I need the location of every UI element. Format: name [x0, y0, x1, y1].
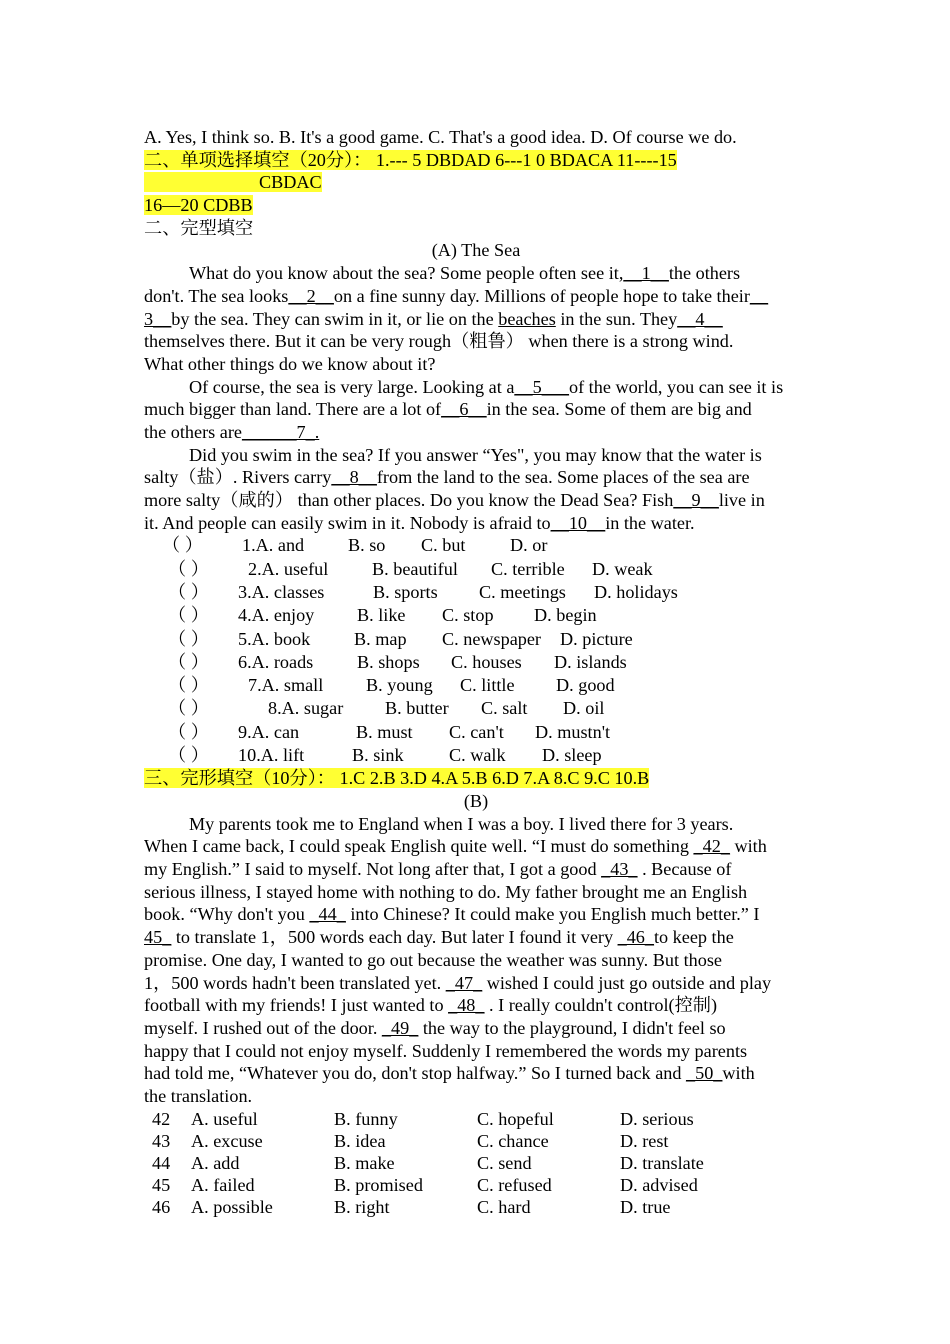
passage-b-line — [144, 972, 808, 995]
option-b: B. shops — [357, 651, 420, 672]
answer-blank: _43_ — [601, 859, 638, 880]
passage-text: the way to the playground, I didn't feel so — [418, 1017, 726, 1038]
answer-blank: __10__ — [550, 512, 606, 533]
option-a: A. possible — [191, 1196, 273, 1217]
passage-a-line — [144, 466, 808, 489]
option-c: C. walk — [449, 745, 506, 766]
passage-text: serious illness, I stayed home with nothing to do. My father brought me an English — [144, 881, 748, 902]
answer-parens: （ ） — [168, 605, 209, 626]
passage-text: don't. The sea looks — [144, 285, 289, 306]
passage-text: it. And people can easily swim in it. Nobody is afraid to — [144, 512, 551, 533]
option-d: D. translate — [620, 1152, 704, 1173]
option-d: D. oil — [563, 698, 605, 719]
option-c: C. send — [477, 1152, 532, 1173]
option-c: C. little — [460, 675, 515, 696]
passage-a-line — [144, 285, 808, 308]
option-b: B. funny — [334, 1108, 398, 1129]
option-c: C. refused — [477, 1174, 552, 1195]
passage-a-line — [144, 398, 808, 421]
passage-b-line — [144, 903, 808, 926]
top-options-line: A. Yes, I think so. B. It's a good game. C. That's a good idea. D. Of course we do. — [144, 127, 737, 147]
answer-blank: _46_ — [617, 927, 654, 948]
passage-text: into Chinese? It could make you English much better.” I — [345, 904, 760, 925]
passage-text: Did you swim in the sea? If you answer “Yes", you may know that the water is — [189, 444, 762, 465]
option-d: D. good — [556, 675, 615, 696]
answer-blank: __ — [749, 285, 769, 306]
answer-blank: __2__ — [288, 285, 334, 306]
option-a: A. add — [191, 1152, 240, 1173]
passage-text: happy that I could not enjoy myself. Suddenly I remembered the words my parents — [144, 1040, 748, 1061]
passage-text: in the sun. They — [555, 308, 678, 329]
table-row — [144, 1174, 808, 1196]
passage-text: by the sea. They can swim in it, or lie on the — [171, 308, 499, 329]
passage-b-line — [144, 835, 808, 858]
answer-blank: _50_ — [686, 1063, 723, 1084]
question-number: 44 — [152, 1152, 171, 1173]
option-c: C. houses — [451, 651, 522, 672]
option-c: C. chance — [477, 1130, 549, 1151]
passage-text: my English.” I said to myself. Not long after that, I got a good — [144, 859, 602, 880]
option-c: C. terrible — [491, 558, 565, 579]
option-d: D. sleep — [542, 745, 602, 766]
option-a: 3.A. classes — [238, 581, 325, 602]
answer-key-2: 三、完形填空（10分）： 1.C 2.B 3.D 4.A 5.B 6.D 7.A 8.C 9.C 10.B — [144, 768, 650, 789]
passage-text: football with my friends! I just wanted to — [144, 995, 449, 1016]
section-title: 二、完型填空 — [144, 217, 254, 238]
answer-parens: （ ） — [168, 558, 209, 579]
passage-text: more salty（咸的） than other places. Do you know the Dead Sea? Fish — [144, 490, 674, 510]
passage-b-line — [144, 881, 808, 904]
table-row — [144, 1196, 808, 1218]
question-number: 46 — [152, 1196, 171, 1217]
option-a: 9.A. can — [238, 721, 300, 742]
passage-text: in the sea. Some of them are big and — [486, 399, 752, 420]
passage-text: 1，500 words hadn't been translated yet. — [144, 972, 446, 993]
question-row — [144, 558, 808, 581]
passage-a-line — [144, 421, 808, 444]
option-a: 7.A. small — [248, 675, 324, 696]
option-b: B. map — [354, 628, 407, 649]
passage-text: Of course, the sea is very large. Looking at a — [189, 376, 515, 397]
option-d: D. mustn't — [535, 721, 611, 742]
answer-blank: 3__ — [144, 308, 172, 329]
option-d: D. rest — [620, 1130, 669, 1151]
option-a: 4.A. enjoy — [238, 605, 315, 626]
passage-text: much bigger than land. There are a lot of — [144, 399, 442, 420]
passage-text: of the world, you can see it is — [568, 376, 784, 397]
document-page — [144, 126, 808, 1218]
passage-text: with — [722, 1063, 755, 1084]
passage-b-line — [144, 813, 808, 836]
answer-blank: ______7_. — [241, 421, 320, 442]
option-a: A. failed — [191, 1174, 255, 1195]
passage-b-line — [144, 1062, 808, 1085]
option-b: B. sports — [373, 581, 438, 602]
passage-b — [144, 813, 808, 1108]
answer-blank: __9__ — [673, 490, 719, 510]
option-d: D. advised — [620, 1174, 698, 1195]
question-row — [144, 697, 808, 720]
questions-a — [144, 534, 808, 767]
passage-b-line — [144, 949, 808, 972]
option-b: B. right — [334, 1196, 390, 1217]
option-b: B. sink — [352, 745, 404, 766]
option-c: C. hard — [477, 1196, 531, 1217]
passage-b-title: (B) — [463, 791, 489, 812]
passage-a-line — [144, 262, 808, 285]
option-d: D. islands — [554, 651, 627, 672]
question-row — [144, 534, 808, 557]
passage-text: promise. One day, I wanted to go out because the weather was sunny. But those — [144, 949, 722, 970]
question-row — [144, 744, 808, 767]
option-a: A. useful — [191, 1108, 258, 1129]
question-row — [144, 651, 808, 674]
passage-text: salty（盐）. Rivers carry — [144, 467, 332, 488]
answer-parens: （ ） — [168, 628, 209, 649]
option-a: 8.A. sugar — [268, 698, 344, 719]
option-b: B. so — [348, 535, 386, 556]
option-b: B. idea — [334, 1130, 386, 1151]
passage-text: the translation. — [144, 1085, 253, 1106]
option-b: B. must — [356, 721, 413, 742]
question-number: 42 — [152, 1108, 171, 1129]
option-a: A. excuse — [191, 1130, 263, 1151]
passage-b-line — [144, 858, 808, 881]
passage-text: book. “Why don't you — [144, 904, 310, 925]
passage-text: in the water. — [605, 512, 695, 533]
answer-blank: __8__ — [331, 467, 377, 488]
option-c: C. newspaper — [442, 628, 541, 649]
option-d: D. holidays — [594, 581, 678, 602]
passage-a-line — [144, 308, 808, 331]
answer-blank: _49_ — [381, 1017, 419, 1038]
answer-blank: __6__ — [441, 399, 487, 420]
passage-text: the others — [668, 263, 741, 284]
option-c: C. salt — [481, 698, 528, 719]
option-a: 1.A. and — [242, 535, 305, 556]
passage-a — [144, 262, 808, 534]
option-d: D. true — [620, 1196, 671, 1217]
answer-parens: （ ） — [168, 581, 209, 602]
answer-parens: （ ） — [168, 745, 209, 766]
passage-text: to translate 1，500 words each day. But later I found it very — [171, 927, 618, 948]
answer-parens: （ ） — [162, 535, 203, 556]
passage-b-line — [144, 1017, 808, 1040]
answer-blank: _48_ — [448, 995, 485, 1016]
passage-a-line — [144, 353, 808, 376]
question-number: 43 — [152, 1130, 171, 1151]
passage-b-line — [144, 1085, 808, 1108]
answer-blank: 45_ — [144, 927, 172, 948]
options-table-b — [144, 1108, 808, 1218]
passage-text: wished I could just go outside and play — [482, 972, 772, 993]
answer-parens: （ ） — [168, 698, 209, 719]
answer-key-1-line3: 16—20 CDBB — [144, 195, 253, 216]
answer-parens: （ ） — [168, 675, 209, 696]
passage-text: My parents took me to England when I was a boy. I lived there for 3 years. — [189, 813, 734, 834]
passage-text: to keep the — [653, 927, 734, 948]
answer-blank: __4__ — [677, 308, 723, 329]
passage-b-line — [144, 994, 808, 1017]
table-row — [144, 1130, 808, 1152]
question-row — [144, 604, 808, 627]
option-d: D. serious — [620, 1108, 694, 1129]
option-d: D. weak — [592, 558, 653, 579]
answer-blank: _42_ — [693, 836, 730, 857]
passage-a-line — [144, 512, 808, 535]
passage-a-line — [144, 489, 808, 512]
question-row — [144, 581, 808, 604]
option-a: 2.A. useful — [248, 558, 329, 579]
passage-text: . I really couldn't control(控制) — [484, 995, 718, 1016]
option-a: 6.A. roads — [238, 651, 314, 672]
option-d: D. begin — [534, 605, 597, 626]
passage-b-line — [144, 926, 808, 949]
option-a: 10.A. lift — [238, 745, 305, 766]
passage-text: . Because of — [637, 859, 732, 880]
option-c: C. stop — [442, 605, 494, 626]
option-c: C. hopeful — [477, 1108, 554, 1129]
option-a: 5.A. book — [238, 628, 311, 649]
answer-parens: （ ） — [168, 721, 209, 742]
question-row — [144, 628, 808, 651]
passage-a-line — [144, 376, 808, 399]
passage-a-line — [144, 444, 808, 467]
option-c: C. can't — [449, 721, 504, 742]
table-row — [144, 1108, 808, 1130]
passage-text: When I came back, I could speak English quite well. “I must do something — [144, 836, 694, 857]
option-b: B. butter — [385, 698, 449, 719]
passage-text: with — [729, 836, 767, 857]
answer-blank: __1__ — [623, 263, 669, 284]
option-c: C. meetings — [479, 581, 566, 602]
question-number: 45 — [152, 1174, 171, 1195]
option-b: B. make — [334, 1152, 395, 1173]
option-c: C. but — [421, 535, 466, 556]
question-row — [144, 721, 808, 744]
option-d: D. or — [510, 535, 548, 556]
passage-b-line — [144, 1040, 808, 1063]
answer-parens: （ ） — [168, 651, 209, 672]
passage-text: themselves there. But it can be very rough（粗鲁） when there is a strong wind. — [144, 331, 734, 352]
table-row — [144, 1152, 808, 1174]
option-d: D. picture — [560, 628, 633, 649]
passage-text: had told me, “Whatever you do, don't stop halfway.” So I turned back and — [144, 1063, 687, 1084]
option-b: B. young — [366, 675, 433, 696]
passage-text: the others are — [144, 421, 242, 442]
answer-key-1-line2: CBDAC — [144, 171, 808, 194]
option-b: B. promised — [334, 1174, 423, 1195]
answer-blank: beaches — [498, 308, 556, 329]
option-b: B. like — [357, 605, 406, 626]
passage-text: myself. I rushed out of the door. — [144, 1017, 382, 1038]
answer-blank: __5___ — [514, 376, 569, 397]
passage-text: on a fine sunny day. Millions of people hope to take their — [333, 285, 750, 306]
passage-text: What other things do we know about it? — [144, 353, 436, 374]
passage-a-title: (A) The Sea — [431, 240, 521, 261]
passage-text: from the land to the sea. Some places of the sea are — [376, 467, 750, 488]
option-b: B. beautiful — [372, 558, 458, 579]
passage-text: What do you know about the sea? Some people often see it, — [189, 263, 624, 284]
answer-key-1-line1: 二、单项选择填空（20分）： 1.--- 5 DBDAD 6---1 0 BDACA 11----15 — [144, 149, 677, 170]
passage-text: live in — [718, 490, 765, 510]
passage-a-line — [144, 330, 808, 353]
question-row — [144, 674, 808, 697]
answer-blank: _47_ — [445, 972, 483, 993]
answer-blank: _44_ — [309, 904, 346, 925]
